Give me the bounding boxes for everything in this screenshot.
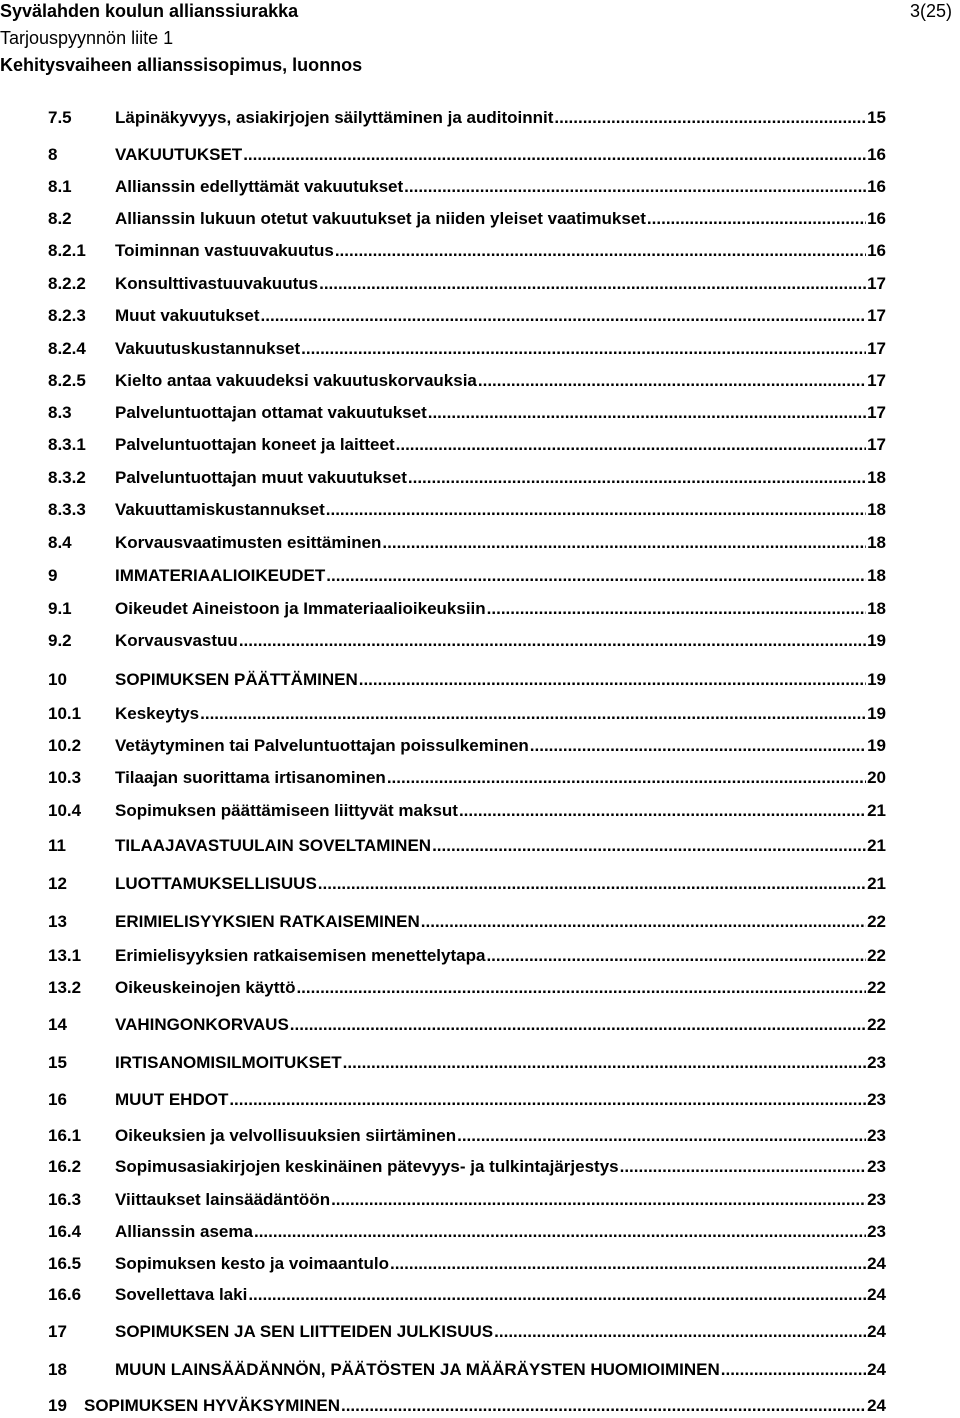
- toc-entry-title: IRTISANOMISILMOITUKSET: [115, 1053, 342, 1072]
- toc-entry[interactable]: [48, 1394, 886, 1418]
- toc-entry-title: Korvausvastuu: [115, 631, 238, 650]
- toc-dot-leader: [319, 272, 866, 296]
- toc-dot-leader: [335, 239, 866, 263]
- toc-entry-title: LUOTTAMUKSELLISUUS: [115, 874, 317, 893]
- toc-entry-title: Erimielisyyksien ratkaisemisen menettelytapa: [115, 946, 486, 965]
- toc-dot-leader: [290, 1013, 866, 1037]
- toc-entry[interactable]: [48, 944, 886, 968]
- toc-entry-page: 16: [867, 177, 886, 196]
- toc-entry-page: 24: [867, 1254, 886, 1273]
- toc-entry-title: Kielto antaa vakuudeksi vakuutuskorvauksia: [115, 371, 477, 390]
- toc-dot-leader: [341, 1394, 866, 1418]
- toc-entry-page: 21: [867, 836, 886, 855]
- toc-dot-leader: [326, 564, 866, 588]
- toc-entry[interactable]: [48, 668, 886, 692]
- toc-entry-title: Tilaajan suorittama irtisanominen: [115, 768, 386, 787]
- toc-entry-page: 17: [867, 339, 886, 358]
- toc-entry-page: 23: [867, 1090, 886, 1109]
- toc-entry-number: 15: [48, 1053, 67, 1072]
- toc-entry[interactable]: [48, 872, 886, 896]
- toc-entry-title: Palveluntuottajan muut vakuutukset: [115, 468, 407, 487]
- toc-entry-number: 8.1: [48, 177, 72, 196]
- toc-entry-number: 8.3: [48, 403, 72, 422]
- toc-entry-page: 17: [867, 403, 886, 422]
- toc-entry[interactable]: [48, 106, 886, 130]
- toc-entry[interactable]: [48, 1252, 886, 1276]
- toc-entry[interactable]: [48, 1358, 886, 1382]
- toc-entry-title: Palveluntuottajan koneet ja laitteet: [115, 435, 395, 454]
- toc-dot-leader: [243, 143, 866, 167]
- toc-entry-page: 24: [867, 1285, 886, 1304]
- toc-entry-number: 13.2: [48, 978, 82, 997]
- toc-dot-leader: [647, 207, 866, 231]
- toc-entry[interactable]: [48, 1088, 886, 1112]
- toc-entry-page: 18: [867, 533, 886, 552]
- toc-dot-leader: [248, 1283, 866, 1307]
- toc-dot-leader: [326, 498, 866, 522]
- toc-entry-title: VAKUUTUKSET: [115, 145, 243, 164]
- toc-entry-title: MUUT EHDOT: [115, 1090, 229, 1109]
- toc-entry[interactable]: [48, 799, 886, 823]
- toc-entry-page: 21: [867, 874, 886, 893]
- toc-entry-number: 8.3.1: [48, 435, 86, 454]
- toc-entry[interactable]: [48, 466, 886, 490]
- toc-entry-page: 19: [867, 670, 886, 689]
- toc-entry-number: 13: [48, 912, 67, 931]
- toc-entry-number: 16.2: [48, 1157, 82, 1176]
- toc-entry-page: 21: [867, 801, 886, 820]
- toc-entry-title: Viittaukset lainsäädäntöön: [115, 1190, 331, 1209]
- toc-entry-number: 9.2: [48, 631, 72, 650]
- toc-dot-leader: [390, 1252, 866, 1276]
- toc-entry-page: 24: [867, 1360, 886, 1379]
- toc-entry-number: 9: [48, 566, 58, 585]
- toc-dot-leader: [331, 1188, 866, 1212]
- toc-entry-title: SOPIMUKSEN PÄÄTTÄMINEN: [115, 670, 358, 689]
- toc-dot-leader: [261, 304, 867, 328]
- toc-entry[interactable]: [48, 272, 886, 296]
- toc-entry[interactable]: [48, 766, 886, 790]
- toc-dot-leader: [296, 976, 866, 1000]
- toc-entry[interactable]: [48, 531, 886, 555]
- toc-dot-leader: [318, 872, 866, 896]
- toc-entry-number: 16.6: [48, 1285, 82, 1304]
- toc-entry-title: Allianssin edellyttämät vakuutukset: [115, 177, 404, 196]
- toc-entry[interactable]: [48, 629, 886, 653]
- toc-entry-number: 8.2: [48, 209, 72, 228]
- toc-entry-title: VAHINGONKORVAUS: [115, 1015, 289, 1034]
- toc-entry-title: Palveluntuottajan ottamat vakuutukset: [115, 403, 427, 422]
- toc-dot-leader: [721, 1358, 866, 1382]
- toc-entry[interactable]: [48, 304, 886, 328]
- toc-entry-page: 22: [867, 978, 886, 997]
- toc-entry-number: 8.3.3: [48, 500, 86, 519]
- toc-dot-leader: [457, 1124, 866, 1148]
- toc-entry-title: Oikeuskeinojen käyttö: [115, 978, 296, 997]
- toc-entry-title: Korvausvaatimusten esittäminen: [115, 533, 382, 552]
- toc-entry-title: Vakuuttamiskustannukset: [115, 500, 325, 519]
- toc-entry[interactable]: [48, 1124, 886, 1148]
- toc-entry-title: SOPIMUKSEN JA SEN LIITTEIDEN JULKISUUS: [115, 1322, 494, 1341]
- toc-entry-number: 16.4: [48, 1222, 82, 1241]
- toc-entry-title: Allianssin asema: [115, 1222, 253, 1241]
- toc-entry[interactable]: [48, 1051, 886, 1075]
- toc-entry-number: 9.1: [48, 599, 72, 618]
- toc-entry-title: Vetäytyminen tai Palveluntuottajan poissulkeminen: [115, 736, 529, 755]
- toc-entry[interactable]: [48, 239, 886, 263]
- toc-entry-title: Keskeytys: [115, 704, 200, 723]
- toc-entry-number: 11: [48, 836, 66, 855]
- page-number: 3(25): [909, 1, 952, 21]
- toc-entry[interactable]: [48, 1283, 886, 1307]
- toc-dot-leader: [530, 734, 866, 758]
- toc-entry-page: 19: [867, 704, 886, 723]
- toc-entry-number: 18: [48, 1360, 67, 1379]
- toc-entry-page: 17: [867, 274, 886, 293]
- toc-dot-leader: [487, 597, 866, 621]
- toc-dot-leader: [229, 1088, 866, 1112]
- toc-entry-page: 19: [867, 736, 886, 755]
- toc-entry-page: 17: [867, 306, 886, 325]
- toc-entry[interactable]: [48, 976, 886, 1000]
- toc-entry[interactable]: [48, 1013, 886, 1037]
- toc-entry-title: Toiminnan vastuuvakuutus: [115, 241, 334, 260]
- toc-entry-title: Sopimuksen kesto ja voimaantulo: [115, 1254, 389, 1273]
- toc-entry-number: 8.2.4: [48, 339, 86, 358]
- toc-entry-title: Läpinäkyvyys, asiakirjojen säilyttäminen ja auditoinnit: [115, 108, 554, 127]
- toc-entry-title: Muut vakuutukset: [115, 306, 260, 325]
- toc-dot-leader: [494, 1320, 866, 1344]
- toc-entry-page: 23: [867, 1222, 886, 1241]
- toc-entry-title: MUUN LAINSÄÄDÄNNÖN, PÄÄTÖSTEN JA MÄÄRÄYSTEN HUOMIOIMINEN: [115, 1360, 720, 1379]
- toc-entry-page: 23: [867, 1126, 886, 1145]
- toc-entry-page: 16: [867, 209, 886, 228]
- toc-dot-leader: [428, 401, 866, 425]
- toc-entry-page: 20: [867, 768, 886, 787]
- toc-dot-leader: [343, 1051, 866, 1075]
- toc-dot-leader: [387, 766, 866, 790]
- toc-entry[interactable]: [48, 564, 886, 588]
- toc-entry[interactable]: [48, 1320, 886, 1344]
- toc-entry-page: 22: [867, 1015, 886, 1034]
- toc-dot-leader: [478, 369, 866, 393]
- toc-entry-number: 16: [48, 1090, 67, 1109]
- toc-entry-page: 16: [867, 241, 886, 260]
- toc-dot-leader: [432, 834, 866, 858]
- toc-entry-page: 18: [867, 468, 886, 487]
- toc-entry[interactable]: [48, 702, 886, 726]
- toc-entry-number: 8: [48, 145, 58, 164]
- toc-entry-number: 16.3: [48, 1190, 82, 1209]
- toc-entry-page: 24: [867, 1322, 886, 1341]
- toc-dot-leader: [404, 175, 866, 199]
- toc-entry-number: 10.4: [48, 801, 82, 820]
- toc-entry-page: 18: [867, 599, 886, 618]
- toc-entry-title: Vakuutuskustannukset: [115, 339, 301, 358]
- toc-entry-title: Oikeudet Aineistoon ja Immateriaalioikeuksiin: [115, 599, 486, 618]
- toc-entry[interactable]: [48, 1188, 886, 1212]
- toc-dot-leader: [254, 1220, 866, 1244]
- toc-entry-page: 18: [867, 500, 886, 519]
- toc-entry-page: 22: [867, 912, 886, 931]
- toc-entry-number: 10.2: [48, 736, 82, 755]
- toc-entry-page: 22: [867, 946, 886, 965]
- toc-entry[interactable]: [48, 175, 886, 199]
- toc-entry[interactable]: [48, 1155, 886, 1179]
- toc-entry-title: Konsulttivastuuvakuutus: [115, 274, 319, 293]
- toc-entry[interactable]: [48, 498, 886, 522]
- toc-entry-number: 17: [48, 1322, 67, 1341]
- document-title: Syvälahden koulun allianssiurakka: [0, 1, 299, 21]
- toc-entry-page: 18: [867, 566, 886, 585]
- toc-dot-leader: [359, 668, 866, 692]
- toc-entry-page: 16: [867, 145, 886, 164]
- toc-entry-title: ERIMIELISYYKSIEN RATKAISEMINEN: [115, 912, 420, 931]
- toc-entry-title: IMMATERIAALIOIKEUDET: [115, 566, 326, 585]
- toc-entry-page: 23: [867, 1053, 886, 1072]
- toc-entry-number: 19: [48, 1396, 67, 1415]
- toc-entry-number: 10.1: [48, 704, 82, 723]
- toc-entry-page: 15: [867, 108, 886, 127]
- toc-entry-number: 10.3: [48, 768, 82, 787]
- document-agreement-title: Kehitysvaiheen allianssisopimus, luonnos: [0, 55, 363, 75]
- toc-dot-leader: [486, 944, 866, 968]
- toc-entry-number: 7.5: [48, 108, 72, 127]
- toc-dot-leader: [200, 702, 866, 726]
- toc-entry-number: 8.2.5: [48, 371, 86, 390]
- toc-entry[interactable]: [48, 401, 886, 425]
- toc-entry-number: 10: [48, 670, 67, 689]
- toc-entry[interactable]: [48, 337, 886, 361]
- toc-entry[interactable]: [48, 597, 886, 621]
- toc-entry-title: Sopimusasiakirjojen keskinäinen pätevyys- ja tulkintajärjestys: [115, 1157, 619, 1176]
- toc-entry-page: 17: [867, 435, 886, 454]
- toc-entry-page: 17: [867, 371, 886, 390]
- toc-entry-title: Oikeuksien ja velvollisuuksien siirtäminen: [115, 1126, 457, 1145]
- toc-entry[interactable]: [48, 834, 886, 858]
- toc-entry-page: 23: [867, 1157, 886, 1176]
- toc-entry-page: 24: [867, 1396, 886, 1415]
- toc-entry[interactable]: [48, 734, 886, 758]
- toc-entry-page: 19: [867, 631, 886, 650]
- toc-entry[interactable]: [48, 910, 886, 934]
- toc-entry-title: SOPIMUKSEN HYVÄKSYMINEN: [84, 1396, 340, 1415]
- toc-entry-number: 13.1: [48, 946, 82, 965]
- toc-entry-number: 8.3.2: [48, 468, 86, 487]
- toc-entry-number: 12: [48, 874, 67, 893]
- toc-dot-leader: [396, 433, 866, 457]
- toc-entry[interactable]: [48, 1220, 886, 1244]
- toc-entry-title: Sovellettava laki: [115, 1285, 248, 1304]
- toc-entry-page: 23: [867, 1190, 886, 1209]
- toc-entry[interactable]: [48, 433, 886, 457]
- toc-entry[interactable]: [48, 369, 886, 393]
- toc-entry-number: 8.2.3: [48, 306, 86, 325]
- toc-dot-leader: [301, 337, 866, 361]
- toc-entry-title: Allianssin lukuun otetut vakuutukset ja niiden yleiset vaatimukset: [115, 209, 646, 228]
- document-subtitle: Tarjouspyynnön liite 1: [0, 28, 174, 48]
- toc-entry-number: 16.5: [48, 1254, 82, 1273]
- toc-entry-number: 8.2.1: [48, 241, 86, 260]
- toc-dot-leader: [554, 106, 866, 130]
- toc-entry-number: 8.4: [48, 533, 72, 552]
- toc-entry-number: 16.1: [48, 1126, 82, 1145]
- toc-entry-number: 8.2.2: [48, 274, 86, 293]
- toc-dot-leader: [382, 531, 866, 555]
- toc-dot-leader: [421, 910, 866, 934]
- toc-entry-number: 14: [48, 1015, 67, 1034]
- toc-entry-title: TILAAJAVASTUULAIN SOVELTAMINEN: [115, 836, 432, 855]
- toc-entry-title: Sopimuksen päättämiseen liittyvät maksut: [115, 801, 458, 820]
- toc-entry[interactable]: [48, 143, 886, 167]
- toc-dot-leader: [459, 799, 866, 823]
- toc-dot-leader: [620, 1155, 866, 1179]
- toc-dot-leader: [239, 629, 866, 653]
- toc-dot-leader: [408, 466, 866, 490]
- toc-entry[interactable]: [48, 207, 886, 231]
